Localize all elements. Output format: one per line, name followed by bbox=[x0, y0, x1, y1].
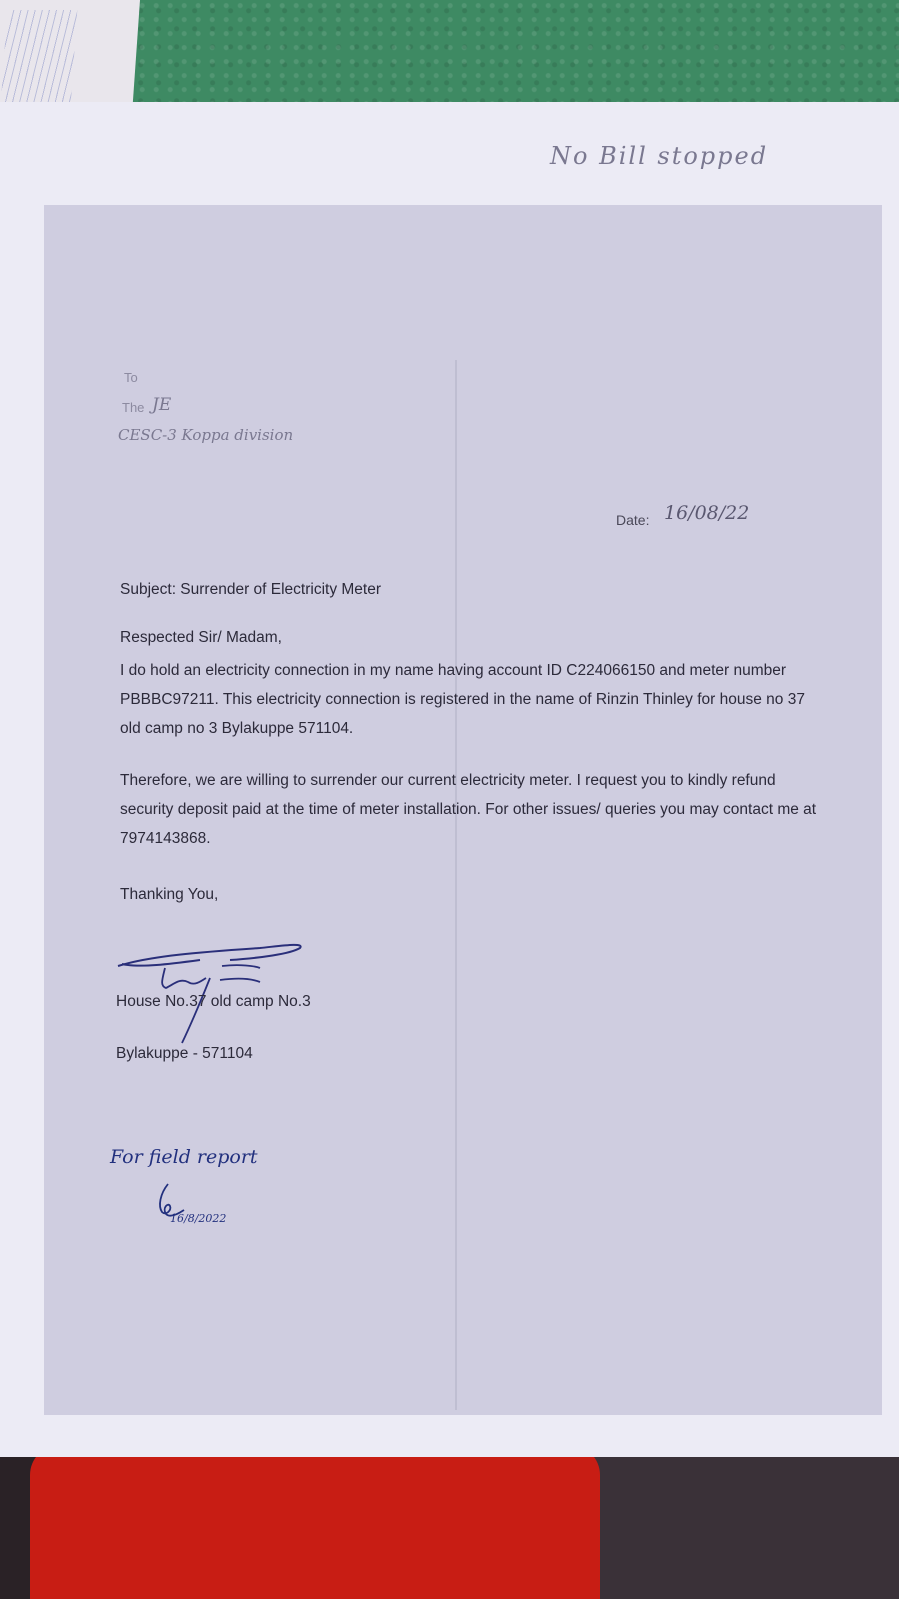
endorsement-date: 16/8/2022 bbox=[170, 1212, 227, 1225]
address-line-1: House No.37 old camp No.3 bbox=[116, 993, 311, 1010]
date-label: Date: bbox=[616, 512, 650, 528]
green-tablecloth bbox=[110, 0, 899, 110]
address-line-2: Bylakuppe - 571104 bbox=[116, 1045, 253, 1062]
the-label: The bbox=[122, 400, 145, 415]
red-fabric bbox=[30, 1445, 600, 1599]
endorsement-note: For field report bbox=[110, 1146, 258, 1168]
dark-background bbox=[560, 1440, 899, 1599]
subject-line: Subject: Surrender of Electricity Meter bbox=[120, 581, 382, 598]
handwritten-note: No Bill stopped bbox=[550, 142, 769, 170]
recipient-title: JE bbox=[152, 395, 172, 415]
to-label: To bbox=[124, 370, 138, 385]
paper-fold bbox=[455, 360, 457, 1410]
salutation: Respected Sir/ Madam, bbox=[120, 629, 282, 646]
date-value: 16/08/22 bbox=[664, 502, 750, 524]
body-paragraph-1: I do hold an electricity connection in my name having account ID C224066150 and meter number PBBBC97211. This electricity connection is registered in the name of Rinzin Thinley for house no 37 old camp no 3 Bylakuppe 571104. bbox=[120, 662, 805, 737]
recipient-office: CESC-3 Koppa division bbox=[118, 426, 294, 444]
closing: Thanking You, bbox=[120, 886, 219, 903]
body-paragraph-2: Therefore, we are willing to surrender our current electricity meter. I request you to kindly refund security deposit paid at the time of meter installation. For other issues/ queries you may contact me at 7974143868. bbox=[120, 772, 817, 847]
